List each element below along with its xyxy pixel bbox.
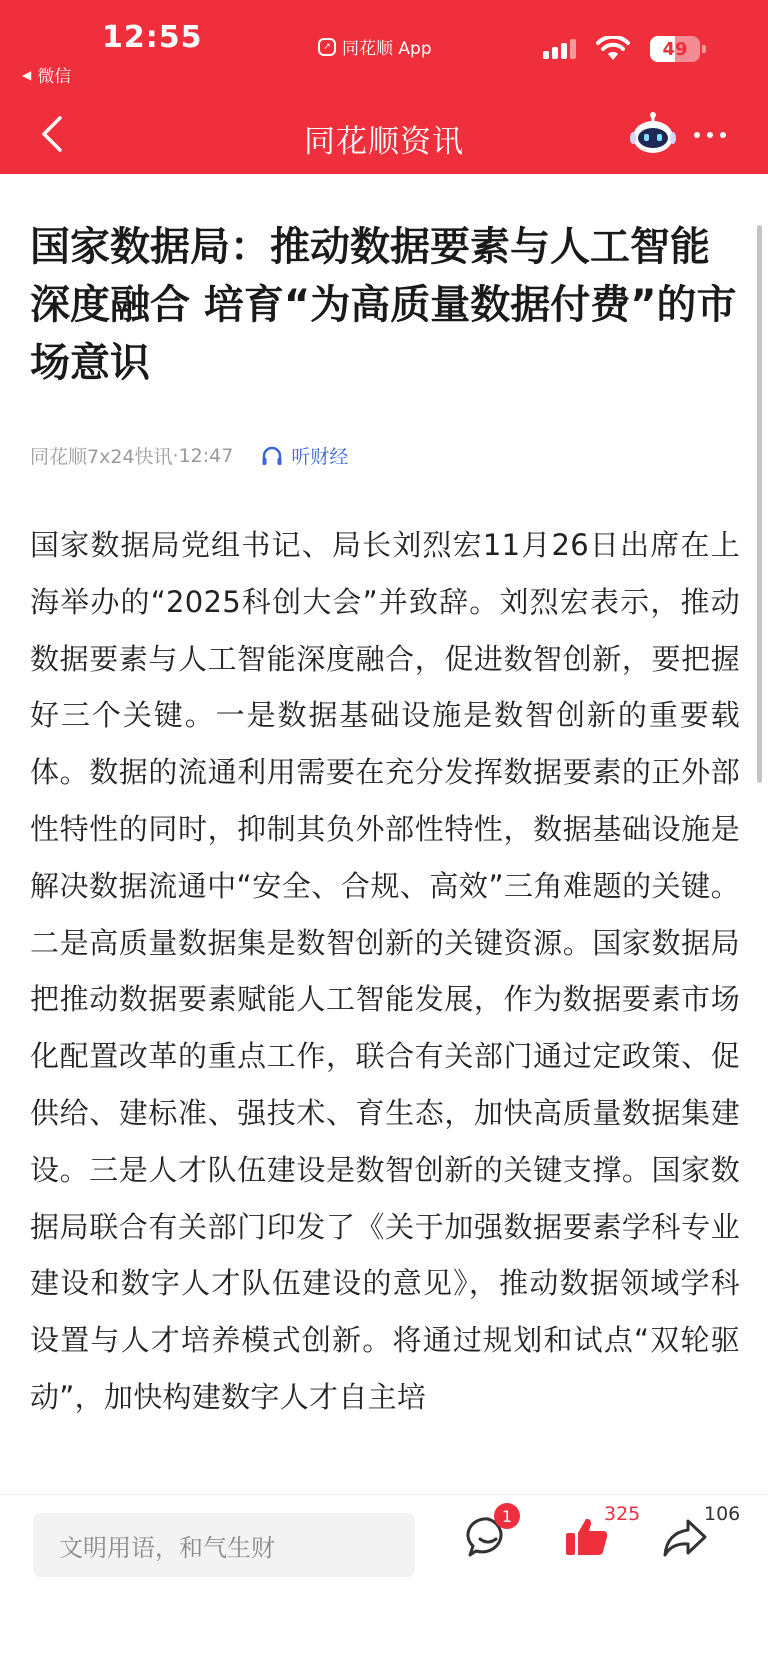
- bottom-action-bar: [0, 1494, 768, 1666]
- article-title: 国家数据局：推动数据要素与人工智能深度融合 培育“为高质量数据付费”的市场意识: [30, 224, 737, 386]
- battery-level: 49: [662, 38, 688, 60]
- wifi-icon: [596, 36, 630, 62]
- article-meta: [30, 442, 740, 469]
- status-back-label: 微信: [37, 67, 72, 87]
- status-back-to-app[interactable]: [22, 62, 71, 87]
- battery-icon: [650, 36, 700, 62]
- article-body: 国家数据局党组书记、局长刘烈宏11月26日出席在上海举办的“2025科创大会”并致辞。刘烈宏表示，推动数据要素与人工智能深度融合，促进数智创新，要把握好三个关键。一是数据基础设施是数智创新的重要载体。数据的流通利用需要在充分发挥数据要素的正外部性特性的同时，抑制其负外部性特性，数据基础设施是解决数据流通中“安全、合规、高效”三角难题的关键。二是高质量数据集是数智创新的关键资源。国家数据局把推动数据要素赋能人工智能发展，作为数据要素市场化配置改革的重点工作，联合有关部门通过定政策、促供给、建标准、强技术、育生态，加快高质量数据集建设。三是人才队伍建设是数智创新的关键支撑。国家数据局联合有关部门印发了《关于加强数据要素学科专业建设和数字人才队伍建设的意见》，推动数据领域学科设置与人才培养模式创新。将通过规划和试点“双轮驱动”，加快构建数字人才自主培: [30, 528, 740, 1414]
- share-count: 106: [704, 1503, 741, 1525]
- like-count: 325: [604, 1503, 641, 1525]
- back-triangle-icon: ◀: [22, 67, 32, 82]
- more-dots-icon[interactable]: [694, 132, 726, 138]
- listen-label: 听财经: [291, 446, 349, 468]
- status-app-indicator: [318, 34, 432, 59]
- robot-icon[interactable]: [630, 110, 676, 156]
- meta-separator: ·: [172, 444, 179, 467]
- comment-count-badge: 1: [494, 1503, 520, 1529]
- signal-icon: [543, 39, 576, 59]
- article: [30, 218, 740, 1426]
- header-bar: [0, 0, 768, 174]
- headphones-icon: [261, 446, 283, 466]
- status-right-icons: [543, 36, 700, 62]
- share-button[interactable]: [662, 1503, 741, 1563]
- share-arrow-icon: [662, 1515, 708, 1559]
- comment-button[interactable]: [466, 1506, 513, 1563]
- like-button[interactable]: [564, 1503, 641, 1563]
- status-time: 12:55: [102, 20, 203, 55]
- app-indicator-icon: ↗: [318, 38, 336, 56]
- page-title: 同花顺资讯: [304, 124, 464, 160]
- article-time: 12:47: [178, 444, 234, 467]
- status-app-label: 同花顺 App: [342, 39, 432, 59]
- scrollbar[interactable]: [757, 225, 762, 783]
- listen-button[interactable]: [261, 442, 348, 469]
- article-source: 同花顺7x24快讯: [30, 446, 173, 468]
- comment-input[interactable]: 文明用语，和气生财: [33, 1513, 415, 1577]
